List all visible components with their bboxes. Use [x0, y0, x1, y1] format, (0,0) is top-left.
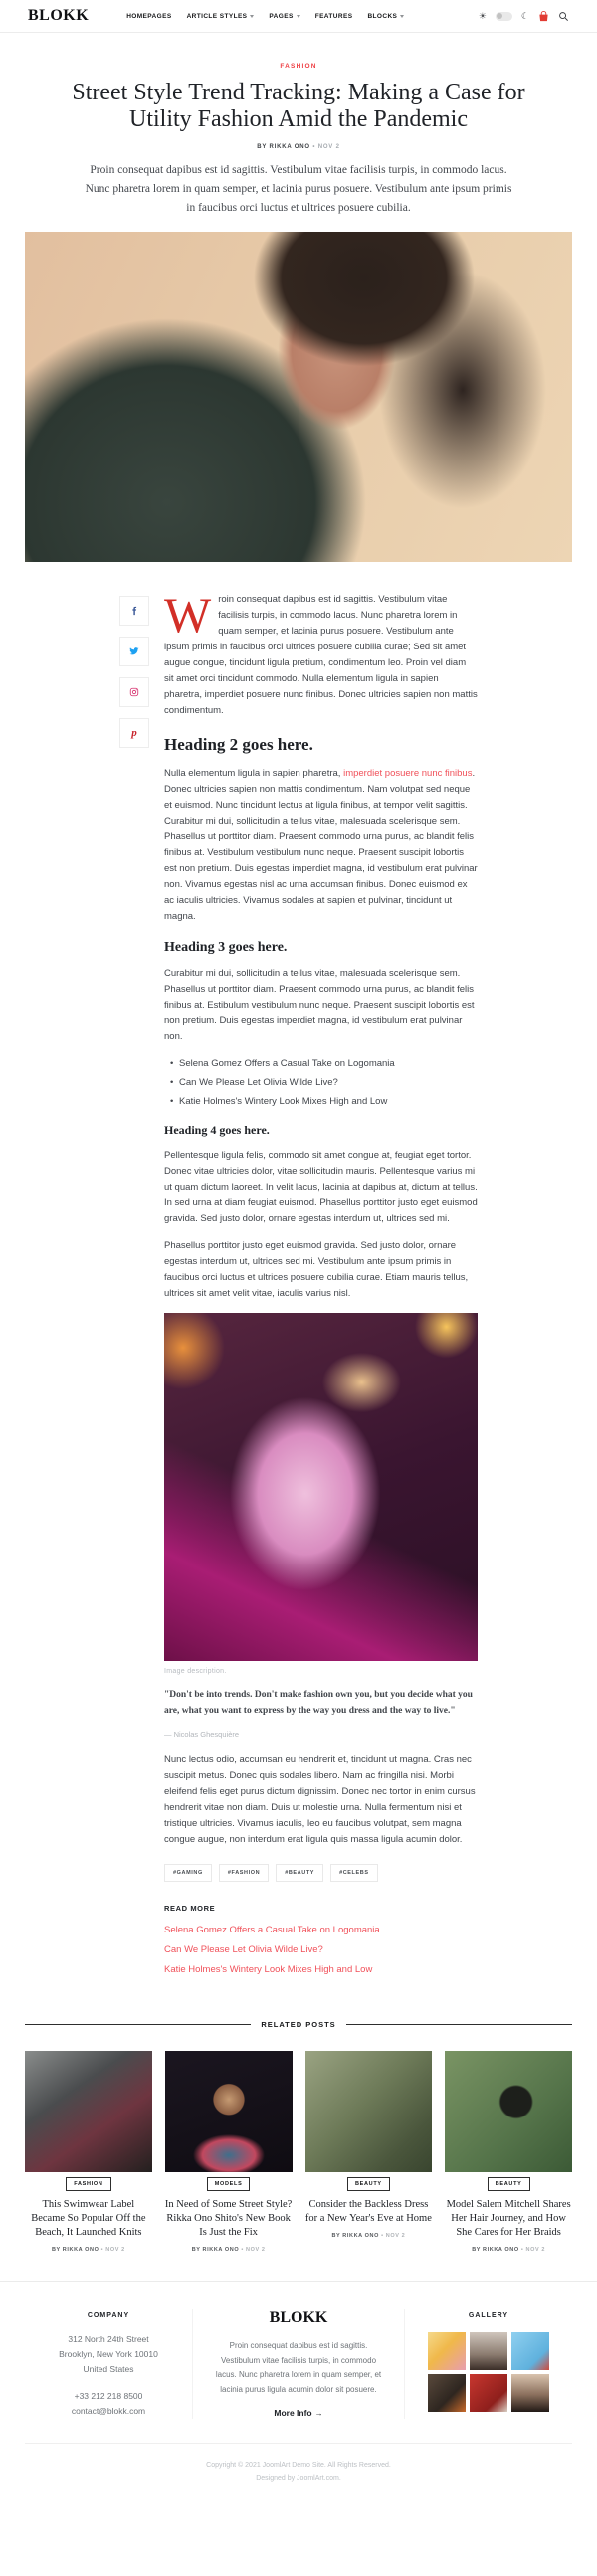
- site-logo[interactable]: BLOKK: [28, 7, 90, 24]
- share-pinterest-button[interactable]: [119, 718, 149, 748]
- divider-line: [25, 2024, 251, 2025]
- nav-blocks[interactable]: [367, 13, 404, 20]
- nav-features[interactable]: [315, 13, 353, 20]
- category-badge[interactable]: BEAUTY: [347, 2177, 390, 2191]
- list-item[interactable]: • Can We Please Let Olivia Wilde Live?: [170, 1075, 478, 1091]
- article-page: [0, 33, 597, 2253]
- nav-label: HOMEPAGES: [126, 12, 172, 20]
- related-posts-divider: [25, 2020, 572, 2029]
- article-figure: [164, 1313, 478, 1675]
- post-date: • NOV 2: [100, 2247, 125, 2253]
- related-posts-heading: RELATED POSTS: [261, 2020, 336, 2029]
- post-date: • NOV 2: [312, 144, 340, 150]
- moon-icon[interactable]: ☾: [520, 10, 529, 21]
- footer-bottom: [25, 2443, 572, 2496]
- category-badge[interactable]: FASHION: [66, 2177, 110, 2191]
- read-more-link[interactable]: Can We Please Let Olivia Wilde Live?: [164, 1944, 323, 1955]
- author-link[interactable]: BY RIKKA ONO: [257, 144, 310, 150]
- post-date: • NOV 2: [241, 2247, 266, 2253]
- read-more-link[interactable]: Selena Gomez Offers a Casual Take on Logomania: [164, 1925, 380, 1935]
- footer-logo[interactable]: BLOKK: [269, 2309, 328, 2326]
- footer-company-heading: COMPANY: [87, 2312, 130, 2319]
- related-post-image[interactable]: [25, 2051, 152, 2172]
- category-badge[interactable]: BEAUTY: [488, 2177, 530, 2191]
- paragraph-dropcap: [164, 587, 478, 719]
- company-address: [25, 2332, 192, 2377]
- site-header: [0, 0, 597, 33]
- related-post-card: [305, 2051, 433, 2253]
- company-contact: [25, 2389, 192, 2419]
- share-twitter-button[interactable]: [119, 637, 149, 666]
- nav-label: FEATURES: [314, 12, 353, 20]
- paragraph: Phasellus porttitor justo eget euismod gravida. Sed justo dolor, ornare egestas interdum ut, ultrices sed mi. Vestibulum ante ipsum primis in faucibus orci luctus et ultrices posuere cubilia curae. Etiam mauris tellus, ultrices sit amet velit vitae, iaculis varius nisl.: [164, 1240, 469, 1299]
- bullet-list: [170, 1056, 478, 1110]
- related-post-card: [165, 2051, 293, 2253]
- phone-link[interactable]: +33 212 218 8500: [74, 2391, 143, 2401]
- paragraph: Pellentesque ligula felis, commodo sit amet congue at, feugiat eget tortor. Donec vitae ultricies dolor, vitae sollicitudin mauris. Pellentesque varius mi ut quam dictum laoreet. In velit lacus, lacinia at dapibus at, dictum at tellus. In sed urna at diam feugiat euismod. Phasellus porttitor justo eget euismod gravida. Sed justo dolor, ornare egestas interdum ut, ultrices sed mi.: [164, 1150, 478, 1224]
- image-caption: Image description.: [164, 1668, 227, 1675]
- nav-article-styles[interactable]: [187, 13, 255, 20]
- tag-beauty[interactable]: #BEAUTY: [276, 1864, 323, 1882]
- author-link[interactable]: BY RIKKA ONO: [331, 2233, 379, 2239]
- gallery-image[interactable]: [428, 2332, 466, 2370]
- gallery-image[interactable]: [428, 2374, 466, 2412]
- footer-columns: [0, 2282, 597, 2419]
- instagram-icon: [129, 687, 139, 697]
- main-nav: [126, 13, 404, 20]
- nav-label: ARTICLE STYLES: [186, 12, 248, 20]
- chevron-down-icon: [400, 15, 404, 18]
- footer-about-text: Proin consequat dapibus est id sagittis. Vestibulum vitae facilisis turpis, in commodo lacus. Nunc pharetra lorem in quam semper, et lacinia purus ligula acumin dolor sit posuere.: [215, 2341, 382, 2394]
- site-footer: [0, 2281, 597, 2496]
- nav-pages[interactable]: [269, 13, 299, 20]
- related-post-title[interactable]: Model Salem Mitchell Shares Her Hair Journey, and How She Cares for Her Braids: [446, 2199, 571, 2238]
- email-link[interactable]: contact@blokk.com: [71, 2406, 146, 2416]
- related-post-byline: [165, 2247, 293, 2253]
- related-post-image[interactable]: [165, 2051, 293, 2172]
- divider-line: [346, 2024, 572, 2025]
- read-more-section: [164, 1904, 478, 1980]
- post-date: • NOV 2: [520, 2247, 546, 2253]
- copyright-line: Designed by JoomlArt.com.: [256, 2475, 341, 2482]
- tag-list: [164, 1864, 478, 1882]
- footer-about-column: [192, 2309, 405, 2419]
- footer-gallery-column: [405, 2309, 572, 2419]
- post-date: • NOV 2: [381, 2233, 406, 2239]
- gallery-grid: [405, 2332, 572, 2412]
- facebook-icon: [129, 606, 139, 616]
- heading-2: Heading 2 goes here.: [164, 735, 313, 754]
- nav-homepages[interactable]: [126, 13, 171, 20]
- list-item[interactable]: • Selena Gomez Offers a Casual Take on Logomania: [170, 1056, 478, 1072]
- cart-icon[interactable]: [538, 11, 549, 22]
- search-icon[interactable]: [558, 11, 569, 22]
- address-line: 312 North 24th Street: [68, 2334, 149, 2344]
- related-post-image[interactable]: [305, 2051, 433, 2172]
- pinterest-icon: p: [131, 726, 137, 739]
- paragraph: Curabitur mi dui, sollicitudin a tellus vitae, malesuada scelerisque sem. Phasellus ut porttitor diam. Praesent commodo urna purus, ac blandit felis finibus at. Estibulum vestibulum nunc neque. Praesent suscipit lobortis est non pretium. Duis egestas imperdiet magna, id vestibulum erat pulvinar non.: [164, 968, 475, 1042]
- author-link[interactable]: BY RIKKA ONO: [191, 2247, 240, 2253]
- byline: [0, 144, 597, 150]
- related-post-image[interactable]: [445, 2051, 572, 2172]
- article-header: [0, 33, 597, 218]
- twitter-icon: [129, 646, 139, 656]
- theme-toggle[interactable]: [496, 12, 512, 21]
- quote-text: "Don't be into trends. Don't make fashion own you, but you decide what you are, what you want to express by the way you dress and the way to live.": [164, 1690, 473, 1716]
- related-post-title[interactable]: Consider the Backless Dress for a New Year's Eve at Home: [304, 2199, 432, 2224]
- header-icons: [479, 11, 569, 22]
- hero-image: [25, 232, 572, 562]
- heading-4: Heading 4 goes here.: [164, 1123, 270, 1137]
- tag-gaming[interactable]: #GAMING: [164, 1864, 212, 1882]
- heading-3: Heading 3 goes here.: [164, 940, 288, 955]
- share-rail: [119, 592, 149, 1980]
- author-link[interactable]: BY RIKKA ONO: [51, 2247, 100, 2253]
- gallery-image[interactable]: [470, 2332, 507, 2370]
- list-item[interactable]: • Katie Holmes's Wintery Look Mixes High and Low: [170, 1094, 478, 1110]
- related-post-byline: [305, 2233, 433, 2239]
- paragraph: Nunc lectus odio, accumsan eu hendrerit et, tincidunt ut magna. Cras nec suscipit metus. Donec quis sodales libero. Nam ac fringilla nisi. Morbi eleifend felis eget purus dictum dignissim. Donec nec tortor in enim cursus hendrerit vitae non diam. Duis ut molestie urna. Nulla fermentum nisi et tristique ultricies. Vivamus iaculis, leo eu faucibus volutpat, sem magna congue augue, non interdum erat ligula quis massa ligula acumin dolor.: [164, 1754, 476, 1845]
- more-info-link[interactable]: [193, 2408, 404, 2418]
- category-badge[interactable]: MODELS: [207, 2177, 251, 2191]
- address-line: United States: [83, 2364, 134, 2374]
- related-post-title[interactable]: In Need of Some Street Style? Rikka Ono Shito's New Book Is Just the Fix: [164, 2199, 293, 2238]
- read-more-link[interactable]: Katie Holmes's Wintery Look Mixes High and Low: [164, 1964, 373, 1975]
- arrow-right-icon: →: [314, 2409, 323, 2418]
- related-posts-section: [0, 2020, 597, 2253]
- more-info-label: More Info: [274, 2408, 312, 2418]
- pull-quote: [164, 1687, 478, 1739]
- copyright-line: Copyright © 2021 JoomlArt Demo Site. All Rights Reserved.: [206, 2462, 391, 2469]
- quote-citation: — Nicolas Ghesquière: [164, 1730, 240, 1739]
- dropcap: W: [164, 587, 212, 643]
- tag-fashion[interactable]: #FASHION: [219, 1864, 269, 1882]
- footer-gallery-heading: GALLERY: [468, 2312, 509, 2319]
- related-post-card: [445, 2051, 572, 2253]
- page-title: Street Style Trend Tracking: Making a Case for Utility Fashion Amid the Pandemic: [72, 80, 525, 132]
- share-facebook-button[interactable]: [119, 596, 149, 626]
- read-more-label: READ MORE: [164, 1904, 216, 1913]
- article-intro: Proin consequat dapibus est id sagittis. Vestibulum vitae facilisis turpis, in commodo lacus. Nunc pharetra lorem in quam semper, et lacinia purus posuere. Vestibulum ante ipsum primis in faucibus orci luctus et ultrices posuere cubilia.: [85, 164, 512, 214]
- related-post-byline: [445, 2247, 572, 2253]
- article-content: [164, 587, 478, 1980]
- sun-icon[interactable]: ☀: [478, 10, 487, 21]
- related-post-byline: [25, 2247, 152, 2253]
- article-image: [164, 1313, 478, 1661]
- chevron-down-icon: [297, 15, 300, 18]
- related-post-card: [25, 2051, 152, 2253]
- category-link[interactable]: FASHION: [280, 63, 317, 70]
- paragraph-text: roin consequat dapibus est id sagittis. Vestibulum vitae facilisis turpis, in commodo lacus. Nunc pharetra lorem in quam semper, et lacinia purus posuere. Vestibulum ante ipsum primis in faucibus orci ultrices posuere cubilia curae; Sed sit amet augue congue, tincidunt ligula pretium, condimentum leo. Proin vel diam sit amet orci tincidunt commodo. Nulla elementum ligula in sapien pharetra, imperdiet posuere nunc finibus. Donec ultricies sapien non mattis condimentum.: [164, 594, 478, 716]
- share-instagram-button[interactable]: [119, 677, 149, 707]
- paragraph: [164, 766, 478, 925]
- chevron-down-icon: [250, 15, 254, 18]
- nav-label: BLOCKS: [367, 12, 398, 20]
- article-body: [119, 587, 478, 1980]
- inline-text-link[interactable]: imperdiet posuere nunc finibus: [343, 768, 473, 779]
- author-link[interactable]: BY RIKKA ONO: [472, 2247, 519, 2253]
- paragraph-text: Nulla elementum ligula in sapien pharetra,: [164, 768, 344, 779]
- paragraph-text: . Donec ultricies sapien non mattis condimentum. Nam volutpat sed neque et euismod. Nunc tincidunt lectus at ligula finibus, at tempor velit sagittis. Curabitur mi dui, sollicitudin a tellus vitae, malesuada scelerisque sem. Phasellus ut porttitor diam. Praesent commodo urna purus, ac blandit felis finibus at. Vestibulum vestibulum nunc neque. Praesent suscipit lobortis est non pretium. Duis egestas imperdiet magna, id vestibulum erat pulvinar non. Vivamus egestas nisl ac urna accumsan finibus. Donec euismod ex ac iaculis ultricies. Vivamus sodales at sapien et pulvinar, tincidunt ut magna.: [164, 768, 478, 922]
- address-line: Brooklyn, New York 10010: [59, 2349, 158, 2359]
- related-posts-cards: [25, 2051, 572, 2253]
- gallery-image[interactable]: [470, 2374, 507, 2412]
- gallery-image[interactable]: [511, 2374, 549, 2412]
- tag-celebs[interactable]: #CELEBS: [330, 1864, 378, 1882]
- gallery-image[interactable]: [511, 2332, 549, 2370]
- footer-company-column: [25, 2309, 192, 2419]
- nav-label: PAGES: [269, 12, 294, 20]
- related-post-title[interactable]: This Swimwear Label Became So Popular Off the Beach, It Launched Knits: [31, 2199, 146, 2238]
